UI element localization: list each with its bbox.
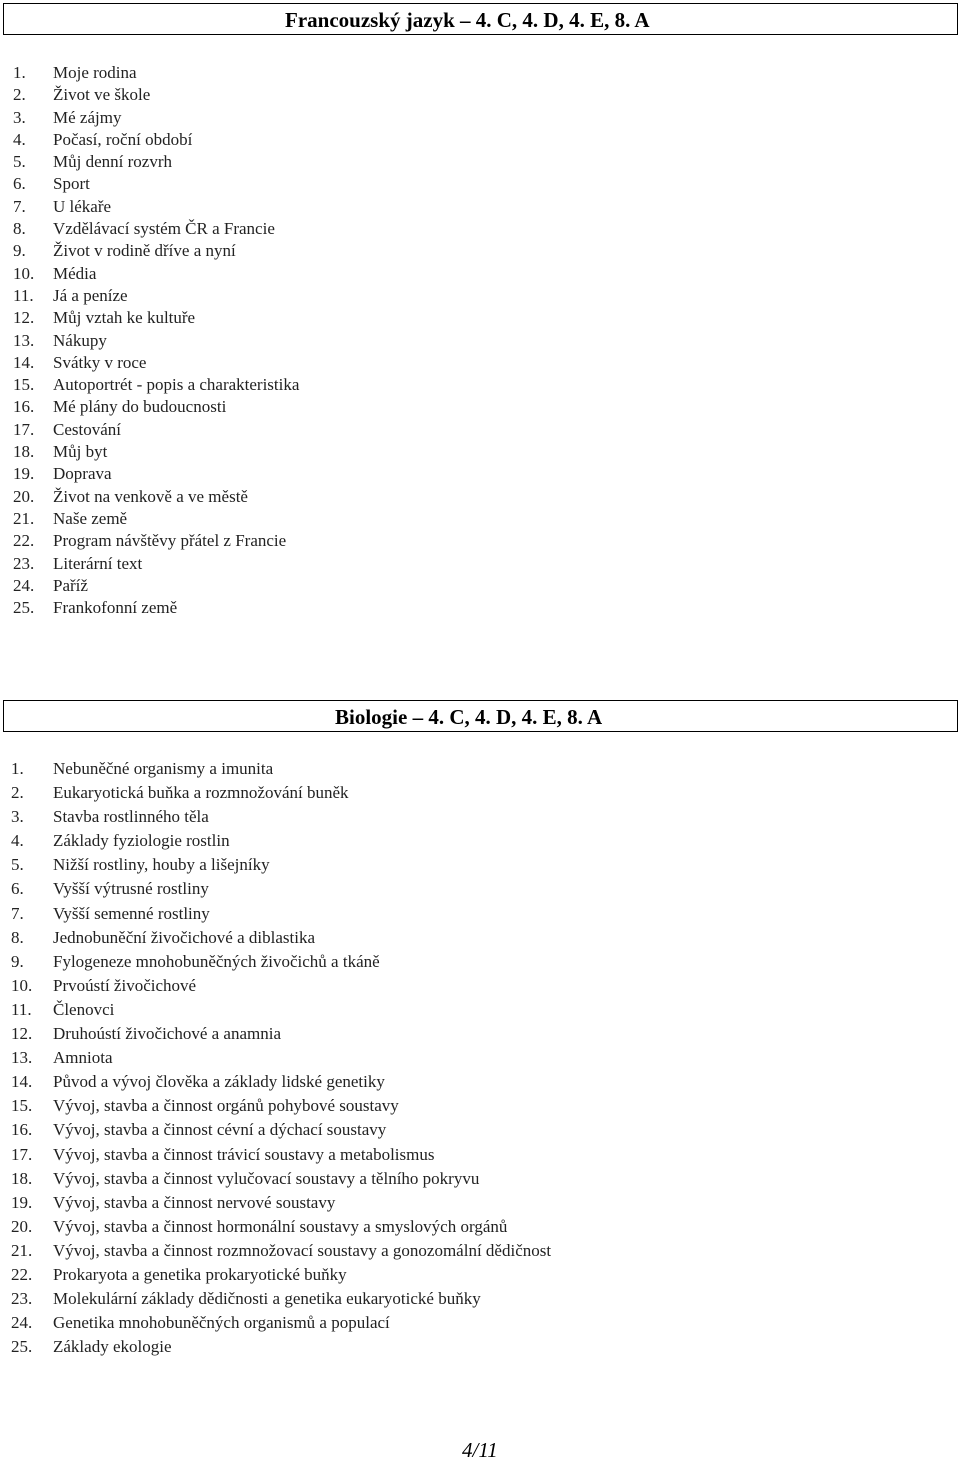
topic-number: 11. bbox=[11, 999, 32, 1019]
biology-topic-item bbox=[11, 1143, 551, 1167]
topic-text: Fylogeneze mnohobuněčných živočichů a tkáně bbox=[53, 951, 380, 971]
topic-text: Členovci bbox=[53, 999, 115, 1019]
french-topic-item bbox=[13, 218, 299, 240]
biology-topic-item bbox=[11, 781, 551, 805]
french-section-title: Francouzský jazyk – 4. C, 4. D, 4. E, 8. A bbox=[285, 8, 650, 32]
topic-text: Život ve škole bbox=[53, 85, 151, 105]
french-topic-item bbox=[13, 508, 299, 530]
topic-text: Vývoj, stavba a činnost orgánů pohybové soustavy bbox=[53, 1096, 399, 1116]
topic-number: 24. bbox=[13, 575, 35, 595]
french-topic-item bbox=[13, 173, 299, 195]
topic-number: 18. bbox=[11, 1168, 33, 1188]
topic-number: 7. bbox=[13, 196, 26, 216]
topic-number: 9. bbox=[13, 241, 26, 261]
topic-number: 10. bbox=[13, 263, 35, 283]
biology-topic-item bbox=[11, 1287, 551, 1311]
french-topic-item bbox=[13, 330, 299, 352]
topic-text: Jednobuněční živočichové a diblastika bbox=[53, 927, 315, 947]
biology-section-header bbox=[3, 700, 958, 732]
topic-text: Já a peníze bbox=[53, 285, 128, 305]
biology-topic-item bbox=[11, 902, 551, 926]
topic-text: Můj byt bbox=[53, 442, 108, 462]
topic-number: 12. bbox=[13, 308, 35, 328]
topic-text: Můj denní rozvrh bbox=[53, 152, 172, 172]
french-topic-item bbox=[13, 486, 299, 508]
french-topic-item bbox=[13, 107, 299, 129]
biology-topic-item bbox=[11, 974, 551, 998]
french-topic-item bbox=[13, 374, 299, 396]
topic-number: 13. bbox=[11, 1048, 33, 1068]
biology-topic-item bbox=[11, 1191, 551, 1215]
topic-number: 16. bbox=[13, 397, 35, 417]
biology-topic-item bbox=[11, 757, 551, 781]
topic-text: Vývoj, stavba a činnost cévní a dýchací soustavy bbox=[53, 1120, 387, 1140]
topic-text: Stavba rostlinného těla bbox=[53, 807, 209, 827]
topic-text: Paříž bbox=[53, 575, 88, 595]
topic-text: Svátky v roce bbox=[53, 352, 147, 372]
topic-text: Molekulární základy dědičnosti a genetika eukaryotické buňky bbox=[53, 1289, 481, 1309]
topic-number: 19. bbox=[11, 1192, 33, 1212]
topic-text: Počasí, roční období bbox=[53, 129, 193, 149]
french-topic-item bbox=[13, 553, 299, 575]
topic-number: 20. bbox=[11, 1216, 33, 1236]
topic-text: Mé zájmy bbox=[53, 107, 122, 127]
topic-text: Vývoj, stavba a činnost hormonální soustavy a smyslových orgánů bbox=[53, 1216, 508, 1236]
topic-text: Autoportrét - popis a charakteristika bbox=[53, 375, 300, 395]
topic-text: Program návštěvy přátel z Francie bbox=[53, 531, 287, 551]
topic-number: 20. bbox=[13, 486, 35, 506]
french-topic-item bbox=[13, 597, 299, 619]
topic-number: 25. bbox=[13, 598, 35, 618]
french-topic-item bbox=[13, 396, 299, 418]
topic-number: 15. bbox=[13, 375, 35, 395]
topic-text: Literární text bbox=[53, 553, 143, 573]
biology-topic-item bbox=[11, 1070, 551, 1094]
biology-topic-item bbox=[11, 1094, 551, 1118]
biology-topic-item bbox=[11, 926, 551, 950]
french-topic-item bbox=[13, 530, 299, 552]
topic-number: 16. bbox=[11, 1120, 33, 1140]
topic-text: Život na venkově a ve městě bbox=[53, 486, 248, 506]
topic-text: Nebuněčné organismy a imunita bbox=[53, 759, 274, 778]
french-topic-item bbox=[13, 196, 299, 218]
topic-text: Amniota bbox=[53, 1048, 113, 1068]
biology-topic-item bbox=[11, 1118, 551, 1142]
topic-number: 3. bbox=[11, 807, 24, 827]
french-topic-item bbox=[13, 575, 299, 597]
topic-text: Vyšší výtrusné rostliny bbox=[53, 879, 209, 899]
topic-number: 2. bbox=[11, 783, 24, 803]
topic-text: U lékaře bbox=[53, 196, 112, 216]
french-topic-item bbox=[13, 441, 299, 463]
french-topic-item bbox=[13, 352, 299, 374]
topic-number: 1. bbox=[11, 759, 24, 778]
topic-number: 12. bbox=[11, 1024, 33, 1044]
topic-text: Vzdělávací systém ČR a Francie bbox=[53, 219, 275, 239]
topic-number: 4. bbox=[13, 129, 26, 149]
topic-text: Základy ekologie bbox=[53, 1337, 172, 1357]
topic-number: 4. bbox=[11, 831, 24, 851]
topic-text: Život v rodině dříve a nyní bbox=[53, 241, 236, 261]
biology-section-title: Biologie – 4. C, 4. D, 4. E, 8. A bbox=[335, 705, 603, 729]
topic-number: 3. bbox=[13, 107, 26, 127]
topic-number: 23. bbox=[13, 553, 35, 573]
topic-number: 19. bbox=[13, 464, 35, 484]
topic-number: 25. bbox=[11, 1337, 33, 1357]
french-topic-item bbox=[13, 463, 299, 485]
topic-number: 2. bbox=[13, 85, 26, 105]
topic-text: Genetika mnohobuněčných organismů a populací bbox=[53, 1313, 390, 1333]
topic-text: Moje rodina bbox=[53, 63, 137, 82]
topic-number: 17. bbox=[11, 1144, 33, 1164]
topic-text: Vývoj, stavba a činnost nervové soustavy bbox=[53, 1192, 336, 1212]
french-topic-item bbox=[13, 263, 299, 285]
topic-text: Vývoj, stavba a činnost vylučovací soustavy a tělního pokryvu bbox=[53, 1168, 480, 1188]
topic-text: Nákupy bbox=[53, 330, 107, 350]
biology-topic-item bbox=[11, 1167, 551, 1191]
topic-number: 23. bbox=[11, 1289, 33, 1309]
topic-number: 21. bbox=[13, 508, 35, 528]
topic-text: Základy fyziologie rostlin bbox=[53, 831, 230, 851]
french-topic-item bbox=[13, 240, 299, 262]
topic-text: Vývoj, stavba a činnost rozmnožovací soustavy a gonozomální dědičnost bbox=[53, 1240, 552, 1260]
topic-number: 15. bbox=[11, 1096, 33, 1116]
topic-number: 18. bbox=[13, 442, 35, 462]
topic-number: 14. bbox=[13, 352, 35, 372]
topic-text: Mé plány do budoucnosti bbox=[53, 397, 227, 417]
topic-text: Původ a vývoj člověka a základy lidské genetiky bbox=[53, 1072, 385, 1092]
topic-number: 14. bbox=[11, 1072, 33, 1092]
topic-text: Frankofonní země bbox=[53, 598, 178, 618]
topic-text: Prokaryota a genetika prokaryotické buňky bbox=[53, 1264, 347, 1284]
french-topic-item bbox=[13, 151, 299, 173]
topic-number: 13. bbox=[13, 330, 35, 350]
biology-topic-item bbox=[11, 1335, 551, 1359]
biology-topic-item bbox=[11, 1239, 551, 1263]
topic-number: 11. bbox=[13, 285, 34, 305]
page-number: 4/11 bbox=[462, 1438, 498, 1462]
topic-number: 8. bbox=[11, 927, 24, 947]
french-topic-item bbox=[13, 419, 299, 441]
topic-text: Naše země bbox=[53, 508, 128, 528]
topic-text: Můj vztah ke kultuře bbox=[53, 308, 196, 328]
biology-topic-item bbox=[11, 998, 551, 1022]
topic-number: 17. bbox=[13, 419, 35, 439]
topic-text: Eukaryotická buňka a rozmnožování buněk bbox=[53, 783, 349, 803]
french-topic-list bbox=[13, 62, 299, 619]
topic-number: 22. bbox=[11, 1264, 33, 1284]
topic-number: 1. bbox=[13, 63, 26, 82]
biology-topic-item bbox=[11, 1263, 551, 1287]
topic-number: 10. bbox=[11, 975, 33, 995]
topic-number: 24. bbox=[11, 1313, 33, 1333]
biology-topic-item bbox=[11, 877, 551, 901]
french-topic-item bbox=[13, 285, 299, 307]
biology-topic-item bbox=[11, 1022, 551, 1046]
topic-text: Nižší rostliny, houby a lišejníky bbox=[53, 855, 270, 875]
topic-number: 7. bbox=[11, 903, 24, 923]
french-topic-item bbox=[13, 129, 299, 151]
biology-topic-item bbox=[11, 950, 551, 974]
topic-text: Vyšší semenné rostliny bbox=[53, 903, 210, 923]
topic-number: 21. bbox=[11, 1240, 33, 1260]
topic-text: Média bbox=[53, 263, 97, 283]
biology-topic-item bbox=[11, 1046, 551, 1070]
french-topic-item bbox=[13, 62, 299, 84]
biology-topic-item bbox=[11, 1215, 551, 1239]
french-topic-item bbox=[13, 307, 299, 329]
topic-text: Sport bbox=[53, 174, 90, 194]
topic-number: 5. bbox=[11, 855, 24, 875]
biology-topic-list bbox=[11, 757, 551, 1359]
topic-number: 22. bbox=[13, 531, 35, 551]
topic-text: Prvoústí živočichové bbox=[53, 975, 197, 995]
topic-text: Cestování bbox=[53, 419, 121, 439]
topic-number: 8. bbox=[13, 219, 26, 239]
biology-topic-item bbox=[11, 829, 551, 853]
topic-text: Druhoústí živočichové a anamnia bbox=[53, 1024, 282, 1044]
biology-topic-item bbox=[11, 1311, 551, 1335]
french-section-header bbox=[3, 3, 958, 35]
french-topic-item bbox=[13, 84, 299, 106]
topic-number: 6. bbox=[13, 174, 26, 194]
biology-topic-item bbox=[11, 805, 551, 829]
biology-topic-item bbox=[11, 853, 551, 877]
topic-number: 6. bbox=[11, 879, 24, 899]
topic-number: 5. bbox=[13, 152, 26, 172]
topic-number: 9. bbox=[11, 951, 24, 971]
topic-text: Doprava bbox=[53, 464, 112, 484]
topic-text: Vývoj, stavba a činnost trávicí soustavy a metabolismus bbox=[53, 1144, 435, 1164]
